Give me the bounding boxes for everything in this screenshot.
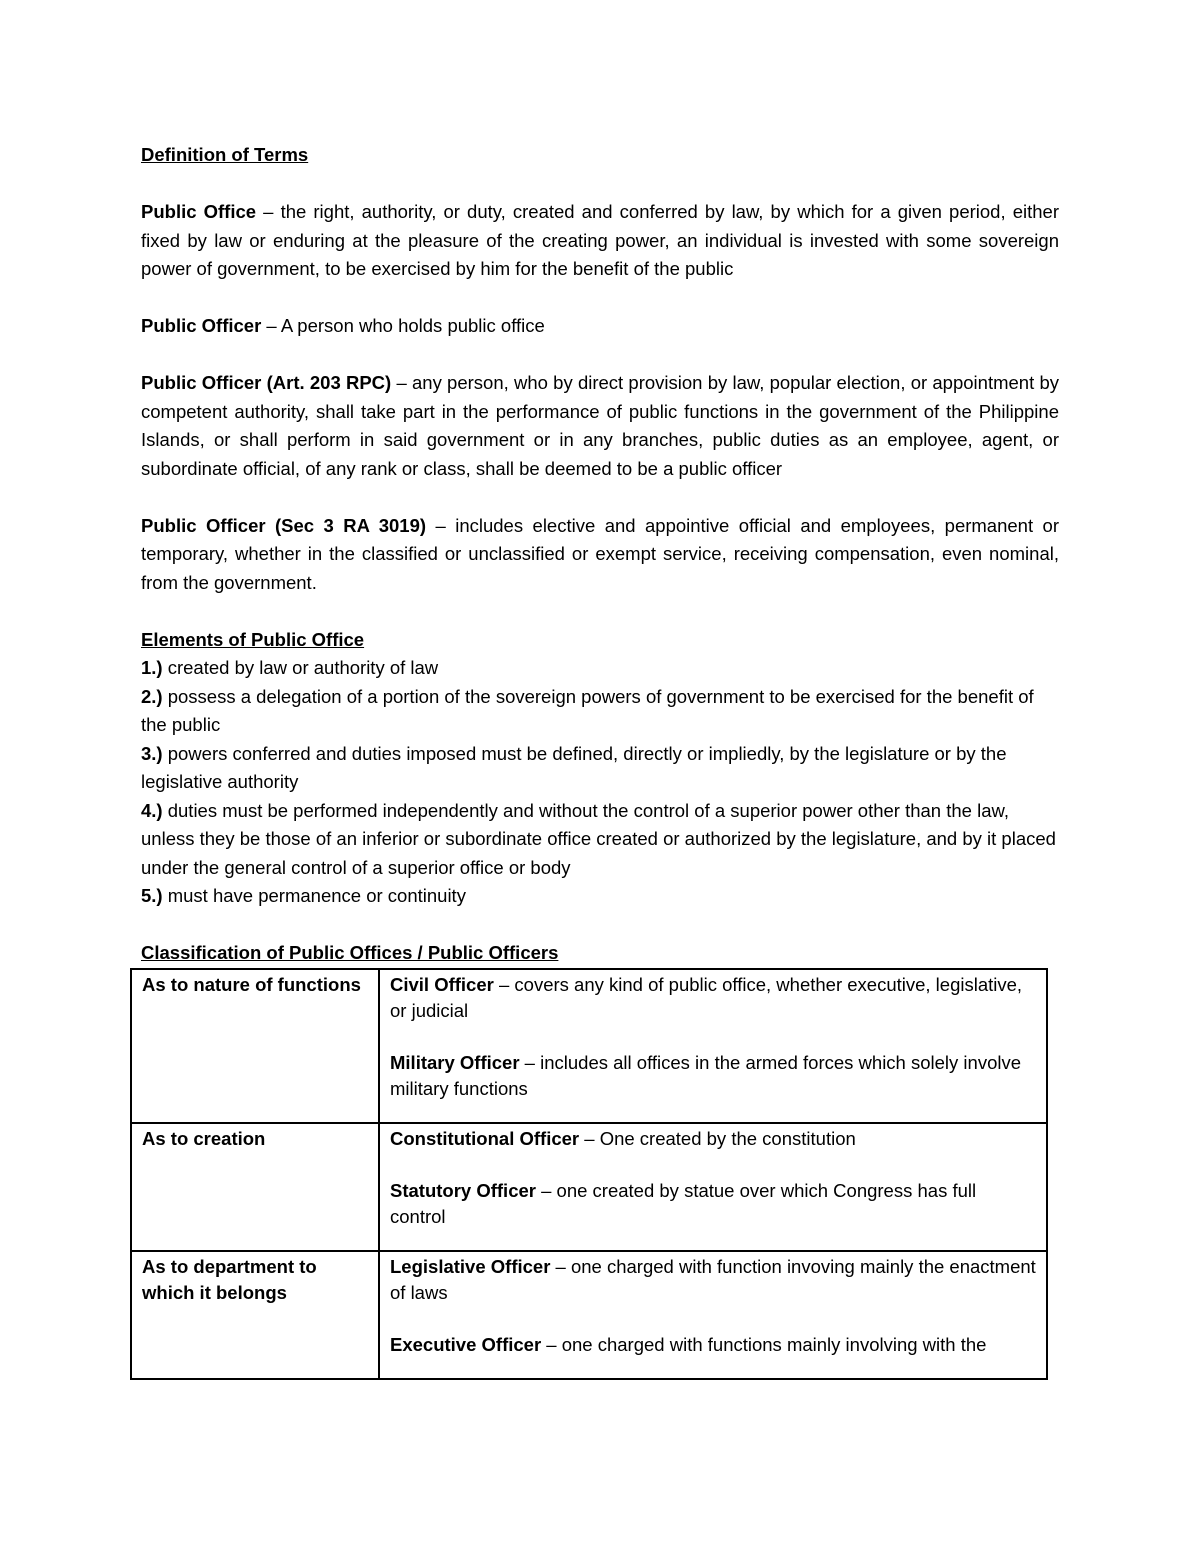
officer-entry — [390, 1126, 1036, 1152]
list-item — [141, 654, 1059, 683]
officer-entry — [390, 1050, 1036, 1102]
list-text: possess a delegation of a portion of the sovereign powers of government to be exercised for the benefit of the public — [141, 685, 1034, 735]
definition-term: Public Officer (Sec 3 RA 3019) — [141, 514, 427, 536]
elements-of-public-office-heading: Elements of Public Office — [141, 628, 365, 650]
list-number: 2.) — [141, 685, 163, 707]
officer-types-cell — [379, 1123, 1047, 1251]
list-item — [141, 740, 1059, 797]
definition-public-office — [141, 198, 1059, 284]
officer-entry — [390, 1332, 1036, 1358]
officer-term: Constitutional Officer — [390, 1127, 580, 1149]
officer-description: – one charged with functions mainly involving with the — [541, 1333, 987, 1355]
officer-term: Executive Officer — [390, 1333, 542, 1355]
officer-description: – covers any kind of public office, whether executive, legislative, or judicial — [390, 973, 1023, 1021]
classification-table — [130, 968, 1048, 1380]
officer-types-cell — [379, 969, 1047, 1123]
officer-term: Statutory Officer — [390, 1179, 536, 1201]
definition-public-officer-sec-3 — [141, 512, 1059, 598]
list-number: 4.) — [141, 799, 163, 821]
definition-text: – the right, authority, or duty, created and conferred by law, by which for a given period, either fixed by law or enduring at the pleasure of the creating power, an individual is invested with some sovereign power of government, to be exercised by him for the benefit of the public — [141, 201, 1060, 279]
officer-entry — [390, 972, 1036, 1024]
officer-term: Military Officer — [390, 1051, 520, 1073]
definition-text: – includes elective and appointive official and employees, permanent or temporary, whether in the classified or unclassified or exempt service, receiving compensation, even nominal, from the government. — [141, 514, 1059, 593]
list-text: created by law or authority of law — [162, 657, 439, 678]
list-item — [141, 882, 1059, 911]
list-text: powers conferred and duties imposed must be defined, directly or impliedly, by the legislature or by the legislative authority — [141, 742, 1007, 792]
list-number: 1.) — [141, 657, 163, 678]
officer-types-cell — [379, 1251, 1047, 1379]
definition-term: Public Officer (Art. 203 RPC) — [141, 372, 392, 393]
definition-of-terms-heading: Definition of Terms — [141, 144, 309, 165]
list-text: must have permanence or continuity — [162, 885, 466, 906]
table-row — [131, 969, 1047, 1123]
definition-text: – any person, who by direct provision by law, popular election, or appointment by competent authority, shall take part in the performance of public functions in the government of the Philippine Islands, or shall perform in said government or in any branches, public duties as an employee, agent, or subordinate official, of any rank or class, shall be deemed to be a public officer — [141, 372, 1059, 479]
definition-term: Public Officer — [141, 315, 262, 336]
officer-description: – one charged with function invoving mainly the enactment of laws — [390, 1255, 1036, 1303]
officer-description: – includes all offices in the armed forces which solely involve military functions — [390, 1051, 1022, 1099]
officer-entry — [390, 1254, 1036, 1306]
list-number: 3.) — [141, 742, 163, 764]
list-item — [141, 797, 1059, 883]
officer-description: – one created by statue over which Congress has full control — [390, 1179, 977, 1227]
document-content — [141, 141, 1059, 1380]
table-row — [131, 1251, 1047, 1379]
definition-text: – A person who holds public office — [261, 315, 545, 336]
definition-term: Public Office — [141, 201, 257, 222]
officer-term: Civil Officer — [390, 973, 494, 995]
officer-entry — [390, 1178, 1036, 1230]
classification-heading: Classification of Public Offices / Public Officers — [141, 942, 559, 963]
list-text: duties must be performed independently and without the control of a superior power other than the law, unless they be those of an inferior or subordinate office created or authorized by the legislature, and by it placed under the general control of a superior office or body — [141, 799, 1056, 878]
definition-public-officer-art-203 — [141, 369, 1059, 483]
definition-public-officer — [141, 312, 1059, 341]
officer-description: – One created by the constitution — [579, 1127, 856, 1149]
category-cell: As to department to which it belongs — [131, 1251, 379, 1379]
category-cell: As to creation — [131, 1123, 379, 1251]
category-cell: As to nature of functions — [131, 969, 379, 1123]
table-row — [131, 1123, 1047, 1251]
officer-term: Legislative Officer — [390, 1255, 551, 1277]
list-item — [141, 683, 1059, 740]
list-number: 5.) — [141, 885, 163, 906]
